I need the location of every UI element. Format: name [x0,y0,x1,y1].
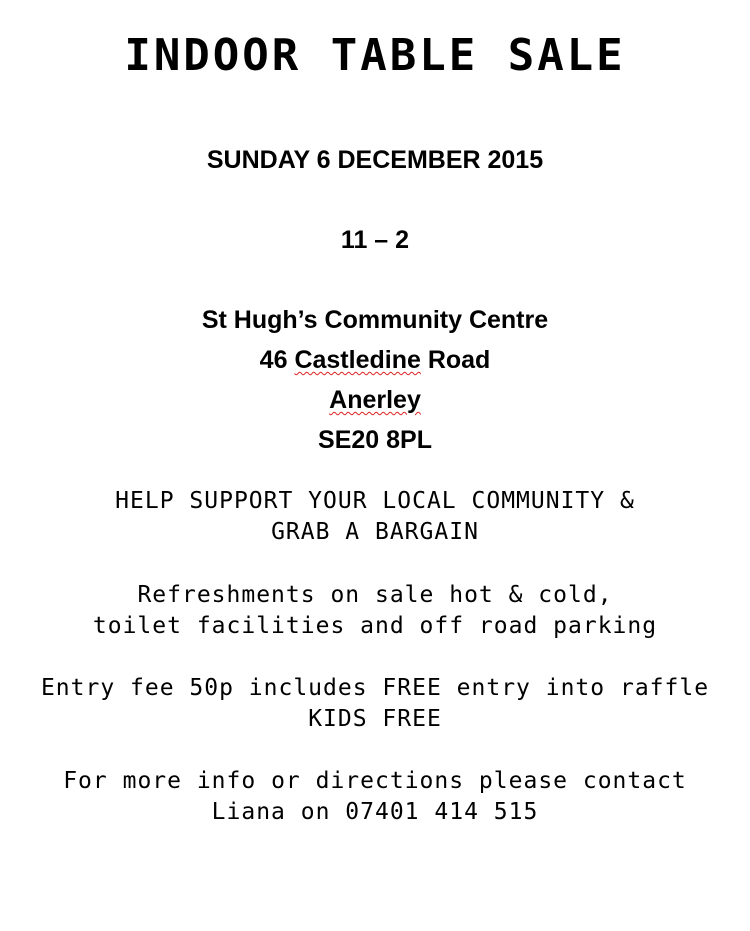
support-line-2: GRAB A BARGAIN [271,519,479,545]
entry-fee-line: Entry fee 50p includes FREE entry into raffle [40,675,710,701]
street-name: Castledine [294,346,421,374]
venue-name: St Hugh’s Community Centre [201,306,549,334]
refreshments-line-1: Refreshments on sale hot & cold, [137,582,613,608]
event-time: 11 – 2 [340,226,410,254]
flyer-title: INDOOR TABLE SALE [124,30,626,81]
street-number: 46 [259,346,295,374]
contact-line-1: For more info or directions please contact [63,768,687,794]
area-name: Anerley [329,386,421,414]
postcode: SE20 8PL [318,426,432,454]
support-line-1: HELP SUPPORT YOUR LOCAL COMMUNITY & [115,488,635,514]
area-line [0,380,750,420]
event-date: SUNDAY 6 DECEMBER 2015 [206,146,544,174]
contact-line-2: Liana on 07401 414 515 [211,799,539,825]
street-suffix: Road [420,346,491,374]
street-address [0,340,750,380]
refreshments-line-2: toilet facilities and off road parking [92,613,658,639]
kids-free-line: KIDS FREE [308,706,442,732]
